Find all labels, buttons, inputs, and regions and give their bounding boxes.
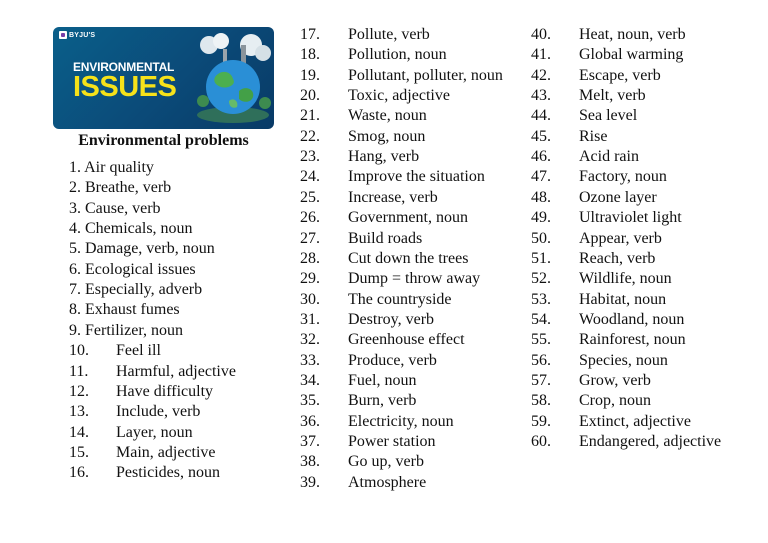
item-number: 56. [531,351,551,369]
item-number: 13. [69,403,89,421]
item-number: 32. [300,331,320,349]
item-term: Reach, verb [579,249,656,267]
item-number: 57. [531,371,551,389]
item-number: 60. [531,433,551,450]
item-term: Escape, verb [579,66,661,84]
page-title: Environmental problems [78,132,249,149]
item-term: Pollutant, polluter, noun [348,66,503,84]
item-number: 47. [531,168,551,186]
item-term: Include, verb [116,403,201,421]
brand-name: BYJU'S [69,31,96,39]
item-number: 45. [531,127,551,145]
item-term: Pesticides, noun [116,464,220,482]
item-term: Sea level [579,107,638,125]
item-term: Have difficulty [116,382,214,400]
item-term: Dump = throw away [348,270,481,288]
item-number: 7. [69,281,81,299]
item-term: Layer, noun [116,423,193,441]
item-number: 43. [531,87,551,105]
item-term: Harmful, adjective [116,362,236,380]
environmental-issues-banner [53,27,274,129]
brand-mark-icon [59,31,67,39]
item-term: Endangered, adjective [579,433,722,450]
item-term: Produce, verb [348,351,437,369]
item-number: 48. [531,188,551,206]
list-item [69,239,215,259]
item-term: Rainforest, noun [579,331,686,349]
item-number: 38. [300,453,320,471]
item-term: Toxic, adjective [348,87,450,105]
brand-logo [59,31,95,39]
item-number: 8. [69,301,81,319]
item-term: Exhaust fumes [85,301,180,319]
item-term: Hang, verb [348,148,420,166]
list-item [69,158,154,178]
item-number: 14. [69,423,89,441]
item-number: 35. [300,392,320,410]
list-item [69,178,171,198]
item-number: 2. [69,179,81,197]
item-term: Ozone layer [579,188,657,206]
list-item [69,199,161,219]
item-term: Damage, verb, noun [85,240,215,258]
item-term: Atmosphere [348,473,427,491]
item-term: Especially, adverb [85,281,203,299]
item-number: 11. [69,362,89,380]
item-number: 58. [531,392,551,410]
item-number: 29. [300,270,320,288]
item-term: Smog, noun [348,127,426,145]
item-number: 33. [300,351,320,369]
item-term: Ecological issues [85,260,196,278]
item-number: 23. [300,148,320,166]
list-item [69,280,202,300]
item-number: 31. [300,310,320,328]
item-term: Destroy, verb [348,310,435,328]
list-item [69,219,193,239]
item-term: Breathe, verb [85,179,172,197]
item-term: Power station [348,433,436,450]
item-number: 37. [300,433,320,450]
item-term: Feel ill [116,342,161,360]
item-term: Rise [579,127,608,145]
item-term: Heat, noun, verb [579,26,686,43]
list-item [69,260,196,280]
item-number: 27. [300,229,320,247]
item-term: Build roads [348,229,423,247]
item-number: 52. [531,270,551,288]
item-term: Electricity, noun [348,412,454,430]
item-number: 44. [531,107,551,125]
item-term: Go up, verb [348,453,424,471]
item-number: 15. [69,443,89,461]
item-number: 55. [531,331,551,349]
banner-title-line2: ISSUES [73,71,177,103]
item-term: Improve the situation [348,168,485,186]
item-number: 50. [531,229,551,247]
item-term: Woodland, noun [579,310,685,328]
item-number: 25. [300,188,320,206]
item-term: Cut down the trees [348,249,469,267]
item-term: The countryside [348,290,452,308]
item-number: 20. [300,87,320,105]
item-number: 9. [69,321,81,339]
item-number: 19. [300,66,320,84]
list-item [69,321,183,341]
item-number: 6. [69,260,81,278]
item-number: 22. [300,127,320,145]
item-term: Increase, verb [348,188,438,206]
item-term: Factory, noun [579,168,667,186]
item-term: Crop, noun [579,392,651,410]
item-number: 12. [69,382,89,400]
item-number: 59. [531,412,551,430]
item-term: Grow, verb [579,371,651,389]
item-term: Species, noun [579,351,668,369]
item-number: 26. [300,209,320,227]
item-term: Extinct, adjective [579,412,691,430]
item-number: 42. [531,66,551,84]
item-term: Greenhouse effect [348,331,465,349]
item-number: 46. [531,148,551,166]
item-term: Air quality [84,159,154,176]
item-number: 18. [300,46,320,64]
item-term: Global warming [579,46,684,64]
item-number: 28. [300,249,320,267]
item-number: 1. [69,159,81,176]
banner-title-line1: ENVIRONMENTAL [73,60,175,74]
item-term: Ultraviolet light [579,209,682,227]
item-term: Melt, verb [579,87,646,105]
item-term: Chemicals, noun [85,220,193,238]
item-term: Cause, verb [85,199,161,217]
item-number: 36. [300,412,320,430]
item-term: Fertilizer, noun [85,321,183,339]
item-term: Pollute, verb [348,26,430,43]
item-number: 54. [531,310,551,328]
item-number: 16. [69,464,89,482]
item-number: 5. [69,240,81,258]
item-number: 30. [300,290,320,308]
item-number: 39. [300,473,320,491]
item-number: 4. [69,220,81,238]
item-term: Government, noun [348,209,468,227]
item-term: Burn, verb [348,392,417,410]
item-number: 34. [300,371,320,389]
item-term: Habitat, noun [579,290,667,308]
item-term: Wildlife, noun [579,270,672,288]
item-term: Appear, verb [579,229,662,247]
item-number: 49. [531,209,551,227]
list-item [69,300,180,320]
item-term: Pollution, noun [348,46,447,64]
item-number: 24. [300,168,320,186]
item-number: 21. [300,107,320,125]
item-number: 3. [69,199,81,217]
item-number: 53. [531,290,551,308]
earth-globe-icon [193,31,273,127]
item-term: Waste, noun [348,107,427,125]
item-number: 51. [531,249,551,267]
item-number: 41. [531,46,551,64]
item-term: Main, adjective [116,443,216,461]
item-number: 10. [69,342,89,360]
item-term: Fuel, noun [348,371,417,389]
item-number: 17. [300,26,320,43]
item-number: 40. [531,26,551,43]
item-term: Acid rain [579,148,639,166]
